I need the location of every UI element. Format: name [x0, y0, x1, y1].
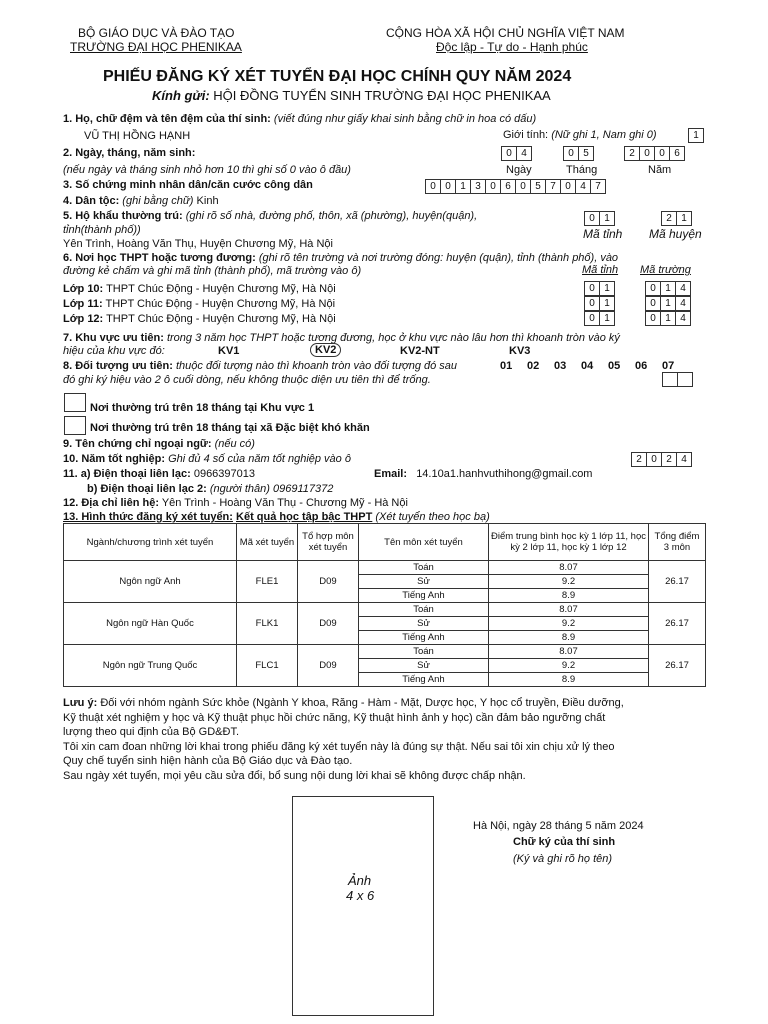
school-row	[63, 283, 336, 295]
priority-option[interactable]: 07	[662, 360, 675, 372]
col-header-code: Mã xét tuyển	[237, 524, 298, 561]
col-header-program: Ngành/chương trình xét tuyển	[64, 524, 237, 561]
residence-kv1-label: Nơi thường trú trên 18 tháng tại Khu vực 1	[90, 402, 315, 414]
province-code-label: Mã tỉnh	[583, 227, 623, 241]
recipient-line	[152, 88, 551, 103]
q2-hint: (nếu ngày và tháng sinh nhỏ hơn 10 thì ghi số 0 vào ô đầu)	[63, 164, 351, 176]
score-cell: 8.07	[489, 603, 649, 617]
program-cell: Ngôn ngữ Anh	[64, 561, 237, 603]
ministry-name: BỘ GIÁO DỤC VÀ ĐÀO TẠO	[78, 26, 235, 40]
q13-line	[63, 511, 490, 523]
signature-hint: (Ký và ghi rõ họ tên)	[513, 853, 613, 865]
col-header-subject: Tên môn xét tuyển	[359, 524, 489, 561]
district-code-label: Mã huyện	[649, 227, 702, 241]
gender-label: Giới tính:	[503, 129, 549, 141]
q1-hint: (viết đúng như giấy khai sinh bằng chữ in hoa có dấu)	[273, 113, 537, 125]
recipient: HỘI ĐỒNG TUYỂN SINH TRƯỜNG ĐẠI HỌC PHENIKAA	[213, 88, 551, 103]
school-province-digit[interactable]: 1	[599, 311, 615, 326]
province-code-digit[interactable]: 1	[599, 211, 615, 226]
score-cell: 8.9	[489, 589, 649, 603]
residence-difficult-checkbox[interactable]	[64, 416, 86, 435]
priority-option[interactable]: 05	[608, 360, 621, 372]
score-cell: 8.07	[489, 561, 649, 575]
graduation-year-digit[interactable]: 4	[676, 452, 692, 467]
ethnicity-value: Kinh	[196, 195, 219, 207]
graduation-year-digit[interactable]: 2	[631, 452, 647, 467]
note-text-3: lượng theo qui định của Bộ GD&ĐT.	[63, 726, 240, 738]
residence-value: Yên Trình, Hoàng Văn Thụ, Huyện Chương Mỹ, Hà Nội	[63, 238, 333, 250]
note-label: Lưu ý:	[63, 697, 98, 709]
table-row	[64, 645, 706, 659]
table-row	[64, 561, 706, 575]
gender-line	[503, 129, 657, 141]
residence-kv1-checkbox[interactable]	[64, 393, 86, 412]
school-name-value: THPT Chúc Động - Huyện Chương Mỹ, Hà Nội	[105, 298, 336, 310]
q8-hint2: đó ghi ký hiệu vào 2 ô cuối dòng, nếu không thuộc diện ưu tiên thì để trống.	[63, 374, 431, 386]
dob-year-digit[interactable]: 0	[639, 146, 655, 161]
q7-hint: trong 3 năm học THPT hoặc tương đương, học ở khu vực nào lâu hơn thì khoanh tròn vào ký	[166, 332, 620, 344]
q7-label: 7. Khu vực ưu tiên:	[63, 332, 164, 344]
q6-line	[63, 252, 618, 264]
grade-label: Lớp 10:	[63, 283, 104, 295]
q12-label: 12. Địa chỉ liên hệ:	[63, 497, 159, 509]
school-name-value: THPT Chúc Động - Huyện Chương Mỹ, Hà Nội	[106, 283, 336, 295]
recipient-label: Kính gửi:	[152, 88, 210, 103]
dob-month-digit[interactable]: 0	[563, 146, 579, 161]
score-cell: 9.2	[489, 575, 649, 589]
q9-label: 9. Tên chứng chỉ ngoại ngữ:	[63, 438, 212, 450]
priority-code-box[interactable]	[677, 372, 693, 387]
note-line-1	[63, 697, 624, 709]
id-number-digit[interactable]: 0	[440, 179, 456, 194]
dob-day-label: Ngày	[506, 164, 532, 176]
gender-box[interactable]: 1	[688, 128, 704, 143]
q10-label: 10. Năm tốt nghiệp:	[63, 453, 166, 465]
score-cell: 9.2	[489, 617, 649, 631]
priority-option[interactable]: 03	[554, 360, 567, 372]
q11a-label: 11. a) Điện thoại liên lạc:	[63, 468, 191, 480]
republic-name: CỘNG HÒA XÃ HỘI CHỦ NGHĨA VIỆT NAM	[386, 26, 625, 40]
score-cell: 9.2	[489, 659, 649, 673]
q11a-line	[63, 468, 255, 480]
photo-placeholder	[292, 796, 434, 1016]
q12-line	[63, 497, 408, 509]
subject-cell: Tiếng Anh	[359, 673, 489, 687]
code-cell: FLC1	[237, 645, 298, 687]
school-province-digit[interactable]: 0	[584, 296, 600, 311]
priority-option[interactable]: 01	[500, 360, 513, 372]
q4-line	[63, 195, 219, 207]
email-value: 14.10a1.hanhvuthihong@gmail.com	[416, 468, 593, 480]
note-text-1: Đối với nhóm ngành Sức khỏe (Ngành Y khoa, Răng - Hàm - Mặt, Dược học, Y học cổ truyền, Điều dưỡng,	[100, 697, 624, 709]
area-option-kv2[interactable]: KV2	[310, 343, 341, 357]
priority-option[interactable]: 06	[635, 360, 648, 372]
pledge-text-2: Quy chế tuyển sinh hiện hành của Bộ Giáo dục và Đào tạo.	[63, 755, 353, 767]
dob-year-digit[interactable]: 6	[669, 146, 685, 161]
school-code-digit[interactable]: 1	[660, 296, 676, 311]
combo-cell: D09	[298, 561, 359, 603]
q7-line	[63, 332, 620, 344]
contact-address: Yên Trình - Hoàng Văn Thụ - Chương Mỹ - Hà Nội	[161, 497, 408, 509]
id-number-digit[interactable]: 0	[515, 179, 531, 194]
score-cell: 8.9	[489, 673, 649, 687]
q1-label: 1. Họ, chữ đệm và tên đệm của thí sinh:	[63, 113, 271, 125]
q5-line	[63, 210, 477, 222]
total-cell: 26.17	[649, 561, 706, 603]
id-number-digit[interactable]: 7	[545, 179, 561, 194]
program-cell: Ngôn ngữ Hàn Quốc	[64, 603, 237, 645]
school-code-digit[interactable]: 0	[645, 311, 661, 326]
school-province-digit[interactable]: 0	[584, 311, 600, 326]
subject-cell: Sử	[359, 617, 489, 631]
q10-line	[63, 453, 351, 465]
q8-label: 8. Đối tượng ưu tiên:	[63, 360, 173, 372]
area-option-kv2nt[interactable]: KV2-NT	[400, 345, 440, 357]
admission-table	[63, 523, 706, 687]
dob-day-digit[interactable]: 4	[516, 146, 532, 161]
code-cell: FLK1	[237, 603, 298, 645]
school-province-digit[interactable]: 1	[599, 281, 615, 296]
q2-label: 2. Ngày, tháng, năm sinh:	[63, 147, 196, 159]
id-number-digit[interactable]: 3	[470, 179, 486, 194]
q9-line	[63, 438, 255, 450]
col-header-combo: Tổ hợp môn xét tuyển	[298, 524, 359, 561]
note-text-2: Kỹ thuật xét nghiệm y học và Kỹ thuật phục hồi chức năng, Kỹ thuật hình ảnh y học) cần đảm bảo ngưỡng chất	[63, 712, 606, 724]
area-option-kv1[interactable]: KV1	[218, 345, 240, 357]
q5-hint2: tỉnh(thành phố))	[63, 224, 141, 236]
phone-primary: 0966397013	[193, 468, 256, 480]
q6-hint: (ghi rõ tên trường và nơi trường đóng: huyện (quận), tỉnh (thành phố), vào	[258, 252, 619, 264]
school-code-digit[interactable]: 4	[675, 281, 691, 296]
school-row	[63, 298, 335, 310]
col-header-score: Điểm trung bình học kỳ 1 lớp 11, học kỳ 2 lớp 11, học kỳ 1 lớp 12	[489, 524, 649, 561]
graduation-year-digit[interactable]: 2	[661, 452, 677, 467]
table-row	[64, 603, 706, 617]
dob-month-digit[interactable]: 5	[578, 146, 594, 161]
q13-label: 13. Hình thức đăng ký xét tuyển:	[63, 511, 233, 523]
motto: Độc lập - Tự do - Hạnh phúc	[436, 40, 588, 54]
subject-cell: Tiếng Anh	[359, 589, 489, 603]
school-code-label: Mã trường	[640, 264, 691, 276]
q5-hint: (ghi rõ số nhà, đường phố, thôn, xã (phường), huyện(quận),	[185, 210, 478, 222]
q8-hint: thuộc đối tượng nào thì khoanh tròn vào đối tượng đó sau	[175, 360, 458, 372]
priority-code-box[interactable]	[662, 372, 678, 387]
total-cell: 26.17	[649, 645, 706, 687]
total-cell: 26.17	[649, 603, 706, 645]
school-code-digit[interactable]: 1	[660, 311, 676, 326]
phone-secondary: 0969117372	[273, 483, 334, 495]
priority-option[interactable]: 02	[527, 360, 540, 372]
combo-cell: D09	[298, 603, 359, 645]
graduation-year-digit[interactable]: 0	[646, 452, 662, 467]
col-header-total: Tổng điểm 3 môn	[649, 524, 706, 561]
district-code-digit[interactable]: 2	[661, 211, 677, 226]
school-code-digit[interactable]: 0	[645, 296, 661, 311]
dob-month-label: Tháng	[566, 164, 598, 176]
q4-label: 4. Dân tộc:	[63, 195, 120, 207]
id-number-digit[interactable]: 7	[590, 179, 606, 194]
q11b-label: b) Điện thoại liên lạc 2:	[87, 483, 207, 495]
q9-hint: (nếu có)	[214, 438, 255, 450]
province-code-digit[interactable]: 0	[584, 211, 600, 226]
school-province-digit[interactable]: 1	[599, 296, 615, 311]
signature-title: Chữ ký của thí sinh	[513, 836, 616, 848]
q10-hint: Ghi đủ 4 số của năm tốt nghiệp vào ô	[168, 453, 351, 465]
school-code-digit[interactable]: 1	[660, 281, 676, 296]
score-cell: 8.07	[489, 645, 649, 659]
gender-hint: (Nữ ghi 1, Nam ghi 0)	[551, 129, 657, 141]
program-cell: Ngôn ngữ Trung Quốc	[64, 645, 237, 687]
dob-year-digit[interactable]: 2	[624, 146, 640, 161]
email-line	[374, 468, 592, 480]
q1-line	[63, 113, 536, 125]
school-code-digit[interactable]: 4	[675, 296, 691, 311]
code-cell: FLE1	[237, 561, 298, 603]
id-number-digit[interactable]: 0	[560, 179, 576, 194]
district-code-digit[interactable]: 1	[676, 211, 692, 226]
q11b-line	[87, 483, 333, 495]
id-number-digit[interactable]: 4	[575, 179, 591, 194]
photo-size: 4 x 6	[346, 888, 375, 903]
subject-cell: Tiếng Anh	[359, 631, 489, 645]
school-name-value: THPT Chúc Động - Huyện Chương Mỹ, Hà Nội	[106, 313, 336, 325]
email-label: Email:	[374, 468, 408, 480]
q5-label: 5. Hộ khẩu thường trú:	[63, 210, 183, 222]
full-name-value: VŨ THỊ HỒNG HẠNH	[84, 130, 191, 142]
school-row	[63, 313, 336, 325]
priority-option[interactable]: 04	[581, 360, 594, 372]
q7-hint2: hiệu của khu vực đó:	[63, 345, 165, 357]
photo-label: Ảnh	[348, 873, 372, 888]
residence-difficult-label: Nơi thường trú trên 18 tháng tại xã Đặc biệt khó khăn	[90, 422, 370, 434]
q13-hint: (Xét tuyển theo học bạ)	[375, 511, 490, 523]
area-option-kv3[interactable]: KV3	[509, 345, 531, 357]
pledge-text-1: Tôi xin cam đoan những lời khai trong phiếu đăng ký xét tuyển này là đúng sự thật. Nếu sai tôi xin chịu xử lý theo	[63, 741, 615, 753]
dob-day-digit[interactable]: 0	[501, 146, 517, 161]
id-number-digit[interactable]: 0	[485, 179, 501, 194]
school-code-digit[interactable]: 0	[645, 281, 661, 296]
school-province-digit[interactable]: 0	[584, 281, 600, 296]
subject-cell: Toán	[359, 603, 489, 617]
score-cell: 8.9	[489, 631, 649, 645]
school-code-digit[interactable]: 4	[675, 311, 691, 326]
q6-label: 6. Nơi học THPT hoặc tương đương:	[63, 252, 256, 264]
id-number-digit[interactable]: 0	[425, 179, 441, 194]
q13-value: Kết quả học tập bậc THPT	[236, 511, 373, 523]
q3-label: 3. Số chứng minh nhân dân/căn cước công dân	[63, 179, 313, 191]
combo-cell: D09	[298, 645, 359, 687]
pledge-text-3: Sau ngày xét tuyển, mọi yêu cầu sửa đổi, bổ sung nội dung lời khai sẽ không được chấp nhận.	[63, 770, 526, 782]
q8-line	[63, 360, 457, 372]
id-number-digit[interactable]: 1	[455, 179, 471, 194]
grade-label: Lớp 12:	[63, 313, 104, 325]
dob-year-digit[interactable]: 0	[654, 146, 670, 161]
subject-cell: Sử	[359, 659, 489, 673]
q4-hint: (ghi bằng chữ)	[122, 195, 194, 207]
q6-hint2: đường kẻ chấm và ghi mã tỉnh (thành phố), mã trường vào ô)	[63, 265, 362, 277]
id-number-digit[interactable]: 6	[500, 179, 516, 194]
dob-year-label: Năm	[648, 164, 672, 176]
form-title: PHIẾU ĐĂNG KÝ XÉT TUYỂN ĐẠI HỌC CHÍNH QUY NĂM 2024	[103, 68, 572, 85]
q11b-hint: (người thân)	[209, 483, 270, 495]
id-number-digit[interactable]: 5	[530, 179, 546, 194]
school-province-label: Mã tỉnh	[582, 264, 619, 276]
subject-cell: Toán	[359, 561, 489, 575]
subject-cell: Toán	[359, 645, 489, 659]
subject-cell: Sử	[359, 575, 489, 589]
signature-date: Hà Nội, ngày 28 tháng 5 năm 2024	[473, 820, 644, 832]
grade-label: Lớp 11:	[63, 298, 103, 310]
school-name: TRƯỜNG ĐẠI HỌC PHENIKAA	[70, 40, 242, 54]
